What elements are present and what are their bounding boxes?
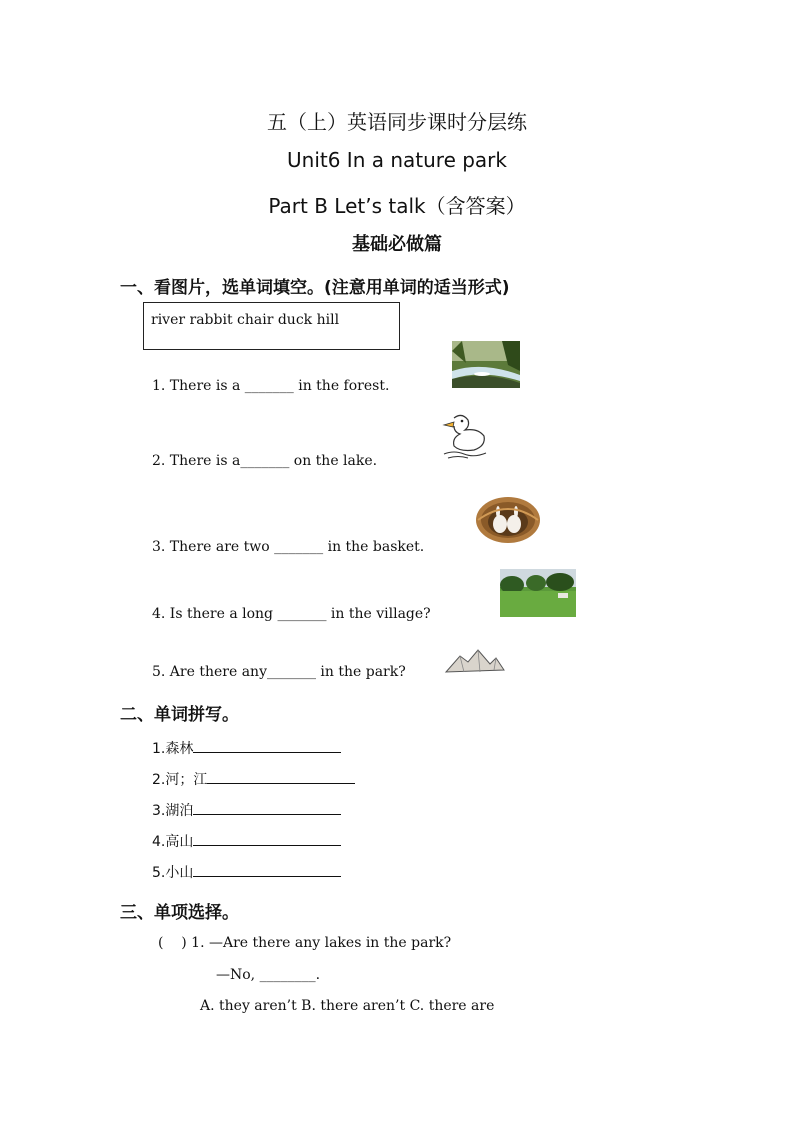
forest-river-picture [452, 341, 520, 388]
answer-line [193, 802, 341, 815]
s2-item-4-label: 4.高山 [152, 834, 194, 850]
answer-line [193, 740, 341, 753]
part-title: Part B Let’s talk（含答案） [268, 194, 526, 218]
s1-item-3: 3. There are two _______ in the basket. [152, 539, 425, 555]
unit-title: Unit6 In a nature park [287, 148, 507, 172]
level-title: 基础必做篇 [352, 234, 442, 255]
section1-heading: 一、看图片，选单词填空。(注意用单词的适当形式) [120, 278, 510, 298]
s1-item-1: 1. There is a _______ in the forest. [152, 378, 390, 394]
s2-item-2 [152, 769, 355, 789]
duck-picture [440, 410, 492, 462]
village-meadow-picture [500, 569, 576, 617]
answer-line [193, 864, 341, 877]
hills-picture [444, 646, 506, 674]
s1-item-4: 4. Is there a long _______ in the village? [152, 606, 431, 622]
s2-item-5-label: 5.小山 [152, 865, 194, 881]
s1-item-5: 5. Are there any_______ in the park? [152, 664, 406, 680]
page-title: 五（上）英语同步课时分层练 [267, 110, 527, 134]
s2-item-5 [152, 862, 341, 882]
s2-item-3 [152, 800, 341, 820]
s3-question-1-options: A. they aren’t B. there aren’t C. there are [200, 998, 495, 1014]
s2-item-3-label: 3.湖泊 [152, 803, 194, 819]
answer-line [193, 833, 341, 846]
section2-heading: 二、单词拼写。 [120, 705, 239, 725]
rabbits-basket-picture [474, 493, 542, 545]
s2-item-1-label: 1.森林 [152, 741, 194, 757]
section3-heading: 三、单项选择。 [120, 903, 239, 923]
s2-item-1 [152, 738, 341, 758]
s2-item-4 [152, 831, 341, 851]
s1-item-2: 2. There is a_______ on the lake. [152, 453, 378, 469]
s2-item-2-label: 2.河；江 [152, 772, 208, 788]
word-bank: river rabbit chair duck hill [151, 312, 340, 328]
s3-question-1-answer: —No, ________. [216, 967, 321, 983]
s3-question-1: ( ) 1. —Are there any lakes in the park? [158, 935, 452, 951]
answer-line [207, 771, 355, 784]
word-bank-box [143, 302, 400, 350]
